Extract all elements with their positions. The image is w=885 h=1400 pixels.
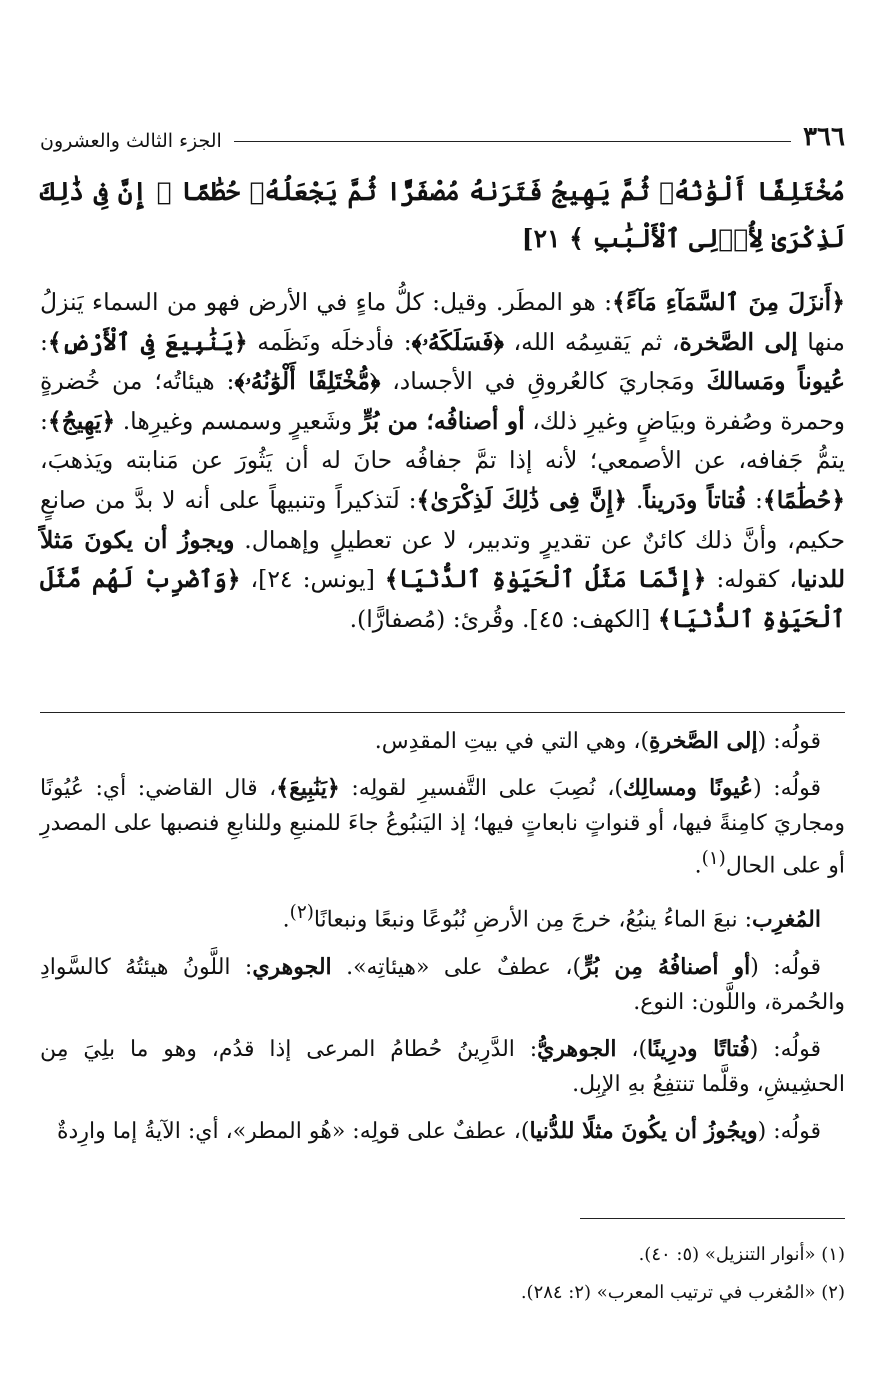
running-head: الجزء الثالث والعشرون — [40, 130, 222, 152]
commentary-lemma: الجوهريُّ — [537, 1035, 617, 1062]
tafsir-lemma: عُيوناً ومَسالكَ — [706, 367, 845, 396]
commentary-lemma: المُغرِب — [752, 906, 821, 933]
tafsir-text: : فأدخلَه ونَظَمه — [247, 327, 412, 356]
commentary-text: )، — [616, 1036, 648, 1062]
footnote: (١) «أنوار التنزيل» (٥: ٤٠). — [638, 1244, 845, 1265]
commentary-text: : الدَّرِينُ حُطامُ المرعى إذا قدُم، وهو ما بلِيَ مِن الحشِيشِ، وقلَّما تنتفِعُ بهِ الإبِل. — [40, 1036, 845, 1097]
verse-continuation: مُخْتَلِفًا أَلْوَٰنُهُۥ ثُمَّ يَهِيجُ فَتَرَىٰهُ مُصْفَرًّا ثُمَّ يَجْعَلُهُۥ حُطَٰمًا ۚ إِنَّ فِى ذَٰلِكَ لَذِكْرَىٰ لِأُو۟لِى ٱلْأَلْبَٰبِ ﴾ ٢١] — [40, 177, 845, 253]
tafsir-text: : — [40, 327, 48, 356]
commentary-lemma: ويجُوزُ أن يكُونَ مثلًا للدُّنيا — [529, 1117, 758, 1144]
commentary-paragraph — [40, 724, 845, 759]
quran-quote: ﴿وَٱضْرِبْ لَهُم مَّثَلَ ٱلْحَيَوٰةِ ٱلدُّنْيَا﴾ — [40, 565, 845, 633]
commentary-paragraph — [40, 1114, 845, 1149]
quran-quote: ﴿يَنَٰبِيعَ فِى ٱلْأَرْضِ﴾ — [47, 327, 248, 356]
commentary-lemma: إلى الصَّخرةِ — [649, 728, 758, 754]
commentary-text: )، عطفٌ على «هيئاتِه». — [331, 954, 582, 980]
commentary-text: قولُه: ( — [757, 729, 821, 754]
commentary-text: )، عطفٌ على قولِه: «هُو المطر»، أي: الآيةُ إما وارِدةٌ — [57, 1118, 530, 1144]
footnote: (٢) «المُغرب في ترتيب المعرب» (٢: ٢٨٤). — [520, 1282, 845, 1303]
tafsir-lemma: فُتاتاً ودَريناً — [643, 485, 747, 514]
tafsir-lemma: إلى الصَّخرة — [679, 327, 798, 356]
tafsir-text: : يتمُّ جَفافه، عن الأصمعي؛ لأنه إذا تمَّ جفافُه حانَ له أن يَثُورَ عن مَنابته ويَذهبَ، — [40, 406, 845, 475]
commentary-paragraph — [40, 771, 845, 883]
footnote-ref: (٢) — [289, 902, 314, 924]
commentary-paragraph — [40, 950, 845, 1020]
page-number: ٣٦٦ — [803, 122, 845, 152]
quran-quote: ﴿فَسَلَكَهُۥ﴾ — [411, 327, 504, 356]
quran-quote: ﴿أَنزَلَ مِنَ ٱلسَّمَآءِ مَآءً﴾ — [612, 288, 845, 316]
quran-quote: ﴿إِنَّ فِى ذَٰلِكَ لَذِكْرَىٰ﴾ — [416, 485, 627, 514]
commentary-lemma: فُتاتًا ودرِينًا — [647, 1035, 750, 1062]
commentary-lemma: الجوهري — [252, 953, 332, 980]
commentary-text: : نبعَ الماءُ ينبُعُ، خرجَ مِن الأرضِ نُبُوعًا ونبعًا ونبعانًا — [313, 907, 752, 933]
commentary-text: . — [694, 853, 702, 879]
commentary-lemma: أو أصنافُهُ مِن بُرٍّ — [581, 953, 751, 980]
tafsir-text: : — [746, 485, 763, 514]
commentary-text: : اللَّونُ هيئتُهُ كالسَّوادِ والحُمرة، واللَّون: النوع. — [40, 954, 845, 1015]
commentary-text: قولُه: ( — [749, 1036, 821, 1062]
quran-quote: ﴿مُّخْتَلِفًا أَلْوَٰنُهُۥ﴾ — [234, 367, 381, 396]
tafsir-text: [الكهف: ٤٥]. وقُرئ: (مُصفارًّا). — [349, 604, 658, 633]
commentary-text: قولُه: ( — [753, 776, 821, 801]
tafsir-lemma: أو أصنافُه؛ من بُرٍّ — [359, 406, 525, 435]
commentary-text: )، وهي التي في بيتِ المقدِس. — [374, 729, 650, 754]
section-divider — [40, 712, 845, 713]
quran-quote: ﴿يَهِيجُ﴾ — [47, 406, 116, 435]
footnote-ref: (١) — [701, 848, 726, 869]
tafsir-text: : هيئاتُه؛ من خُضرةٍ وحمرة وصُفرة وبيَاضٍ وغيرِ ذلك، — [40, 367, 845, 435]
commentary-paragraph — [40, 1032, 845, 1102]
tafsir-text: وشَعيرٍ وسمسم وغيرِها. — [115, 406, 360, 435]
tafsir-text: : هو المطَر. وقيل: كلُّ ماءٍ في الأرض فهو من السماء يَنزلُ منها — [40, 288, 845, 356]
tafsir-text: . — [626, 485, 644, 514]
commentary-lemma: عُيونًا ومسالِك — [622, 775, 754, 801]
page-header — [40, 118, 845, 152]
commentary-text: قولُه: ( — [750, 954, 822, 980]
commentary-text: ، قال القاضي: أي: عُيُونًا ومجاريَ كامِنةً فيها، أو قنواتٍ نابعاتٍ فيها؛ إذ اليَنبُوعُ جاءَ للمنبعِ وللنابعِ فنصبها على المصدرِ أو على الحال — [40, 776, 845, 879]
footnotes — [40, 1236, 845, 1312]
header-rule — [234, 141, 791, 142]
tafsir-text: ، ثم يَقسِمُه الله، — [503, 327, 680, 356]
tafsir-paragraph — [40, 283, 845, 639]
commentary-text: )، نُصِبَ على التَّفسيرِ لقولِه: — [339, 776, 623, 801]
footnote-rule — [580, 1218, 845, 1219]
tafsir-text: ومَجاريَ كالعُروقِ في الأجساد، — [380, 367, 707, 396]
commentary-text: . — [282, 907, 290, 933]
tafsir-text: [يونس: ٢٤]، — [240, 565, 385, 594]
quran-quote: ﴿حُطَٰمًا﴾ — [762, 485, 846, 514]
commentary-text: قولُه: ( — [757, 1118, 821, 1144]
tafsir-lemma: ويجوزُ أن يكونَ مَثلاً للدنيا — [40, 525, 845, 594]
quran-quote: ﴿يَنَٰبِيعَ﴾ — [276, 775, 340, 801]
quran-quote: ﴿إِنَّمَا مَثَلُ ٱلْحَيَوٰةِ ٱلدُّنْيَا﴾ — [384, 565, 707, 594]
tafsir-text: ، كقوله: — [706, 565, 797, 594]
commentary-paragraph — [40, 895, 845, 937]
tafsir-text: : لَتذكيراً وتنبيهاً على أنه لا بدَّ من صانعٍ حكيم، وأنَّ ذلك كائنٌ عن تقديرٍ وتدبير، لا عن تعطيلٍ وإهمال. — [40, 485, 845, 554]
commentary-section — [40, 724, 845, 1161]
